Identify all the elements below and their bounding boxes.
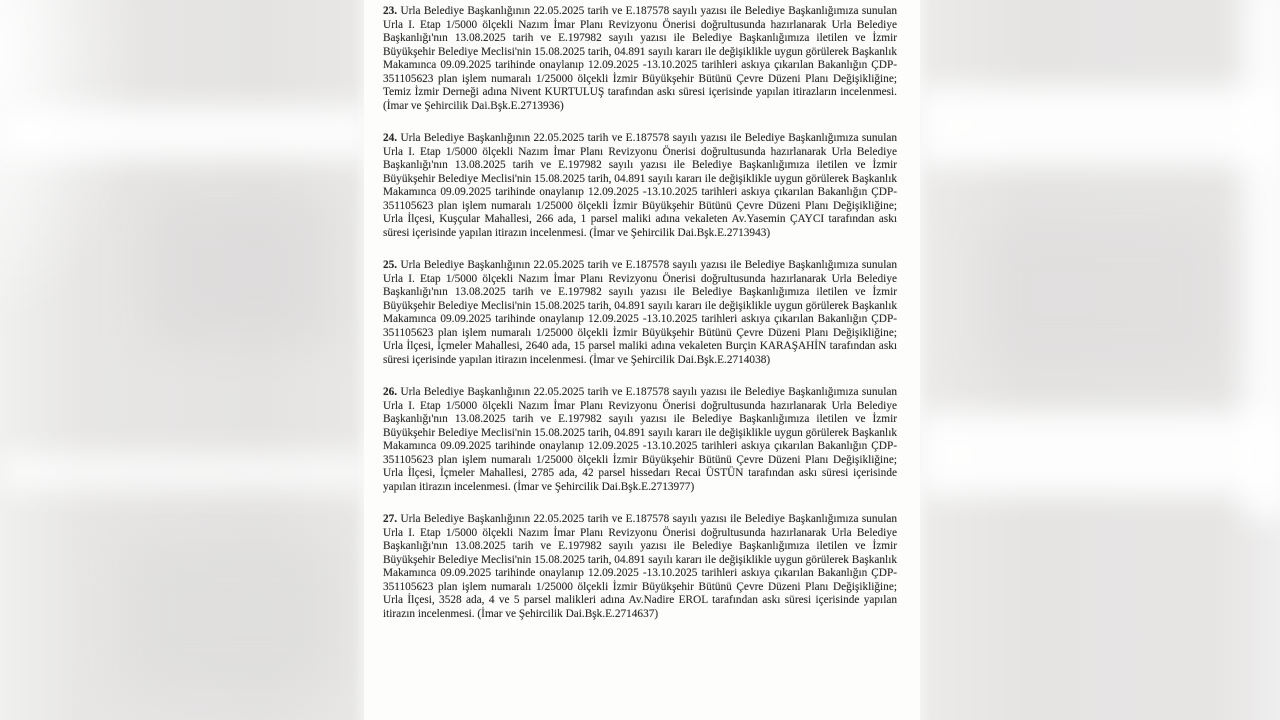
agenda-item-number: 25. <box>383 259 398 271</box>
agenda-item-number: 24. <box>383 132 398 144</box>
agenda-item-text: Urla Belediye Başkanlığının 22.05.2025 tarih ve E.187578 sayılı yazısı ile Belediye Başkanlığımıza sunulan Urla I. Etap 1/5000 ölçekli Nazım İmar Planı Revizyonu Önerisi doğrultusunda hazırlanarak Urla Belediye Başkanlığı'nın 13.08.2025 tarih ve E.197982 sayılı yazısı ile Belediye Başkanlığımıza iletilen ve İzmir Büyükşehir Belediye Meclisi'nin 15.08.2025 tarih, 04.891 sayılı kararı ile değişiklikle uygun görülerek Başkanlık Makamınca 09.09.2025 tarihinde onaylanıp 12.09.2025 -13.10.2025 tarihleri askıya çıkarılan Bakanlığın ÇDP-351105623 plan işlem numaralı 1/25000 ölçekli İzmir Büyükşehir Bütünü Çevre Düzeni Planı Değişikliğine; Urla İlçesi, İçmeler Mahallesi, 2785 ada, 42 parsel hissedarı Recai ÜSTÜN tarafından askı süresi içerisinde yapılan itirazın incelenmesi. (İmar ve Şehircilik Dai.Bşk.E.2713977) <box>383 386 897 493</box>
agenda-item-number: 27. <box>383 513 398 525</box>
agenda-item-number: 26. <box>383 386 398 398</box>
agenda-item-27 <box>383 513 897 621</box>
document-page <box>364 0 920 720</box>
agenda-item-23 <box>383 5 897 113</box>
agenda-item-text: Urla Belediye Başkanlığının 22.05.2025 tarih ve E.187578 sayılı yazısı ile Belediye Başkanlığımıza sunulan Urla I. Etap 1/5000 ölçekli Nazım İmar Planı Revizyonu Önerisi doğrultusunda hazırlanarak Urla Belediye Başkanlığı'nın 13.08.2025 tarih ve E.197982 sayılı yazısı ile Belediye Başkanlığımıza iletilen ve İzmir Büyükşehir Belediye Meclisi'nin 15.08.2025 tarih, 04.891 sayılı kararı ile değişiklikle uygun görülerek Başkanlık Makamınca 09.09.2025 tarihinde onaylanıp 12.09.2025 -13.10.2025 tarihleri askıya çıkarılan Bakanlığın ÇDP-351105623 plan işlem numaralı 1/25000 ölçekli İzmir Büyükşehir Bütünü Çevre Düzeni Planı Değişikliğine; Urla İlçesi, Kuşçular Mahallesi, 266 ada, 1 parsel maliki adına vekaleten Av.Yasemin ÇAYCI tarafından askı süresi içerisinde yapılan itirazın incelenmesi. (İmar ve Şehircilik Dai.Bşk.E.2713943) <box>383 132 897 239</box>
backdrop-shade <box>120 540 340 690</box>
backdrop-light-strip <box>1243 0 1280 520</box>
agenda-item-text: Urla Belediye Başkanlığının 22.05.2025 tarih ve E.187578 sayılı yazısı ile Belediye Başkanlığımıza sunulan Urla I. Etap 1/5000 ölçekli Nazım İmar Planı Revizyonu Önerisi doğrultusunda hazırlanarak Urla Belediye Başkanlığı'nın 13.08.2025 tarih ve E.197982 sayılı yazısı ile Belediye Başkanlığımıza iletilen ve İzmir Büyükşehir Belediye Meclisi'nin 15.08.2025 tarih, 04.891 sayılı kararı ile değişiklikle uygun görülerek Başkanlık Makamınca 09.09.2025 tarihinde onaylanıp 12.09.2025 -13.10.2025 tarihleri askıya çıkarılan Bakanlığın ÇDP-351105623 plan işlem numaralı 1/25000 ölçekli İzmir Büyükşehir Bütünü Çevre Düzeni Planı Değişikliğine; Urla İlçesi, İçmeler Mahallesi, 2640 ada, 15 parsel maliki adına vekaleten Burçin KARAŞAHİN tarafından askı süresi içerisinde yapılan itirazın incelenmesi. (İmar ve Şehircilik Dai.Bşk.E.2714038) <box>383 259 897 366</box>
backdrop-highlight-top-left <box>0 0 150 340</box>
agenda-item-text: Urla Belediye Başkanlığının 22.05.2025 tarih ve E.187578 sayılı yazısı ile Belediye Başkanlığımıza sunulan Urla I. Etap 1/5000 ölçekli Nazım İmar Planı Revizyonu Önerisi doğrultusunda hazırlanarak Urla Belediye Başkanlığı'nın 13.08.2025 tarih ve E.197982 sayılı yazısı ile Belediye Başkanlığımıza iletilen ve İzmir Büyükşehir Belediye Meclisi'nin 15.08.2025 tarih, 04.891 sayılı kararı ile değişiklikle uygun görülerek Başkanlık Makamınca 09.09.2025 tarihinde onaylanıp 12.09.2025 -13.10.2025 tarihleri askıya çıkarılan Bakanlığın ÇDP-351105623 plan işlem numaralı 1/25000 ölçekli İzmir Büyükşehir Bütünü Çevre Düzeni Planı Değişikliğine; Urla İlçesi, 3528 ada, 4 ve 5 parsel malikleri adına Av.Nadire EROL tarafından askı süresi içerisinde yapılan itirazın incelenmesi. (İmar ve Şehircilik Dai.Bşk.E.2714637) <box>383 513 897 620</box>
agenda-item-26 <box>383 386 897 494</box>
agenda-item-24 <box>383 132 897 240</box>
agenda-item-25 <box>383 259 897 367</box>
backdrop-light-band <box>915 412 1280 496</box>
agenda-item-text: Urla Belediye Başkanlığının 22.05.2025 tarih ve E.187578 sayılı yazısı ile Belediye Başkanlığımıza sunulan Urla I. Etap 1/5000 ölçekli Nazım İmar Planı Revizyonu Önerisi doğrultusunda hazırlanarak Urla Belediye Başkanlığı'nın 13.08.2025 tarih ve E.197982 sayılı yazısı ile Belediye Başkanlığımıza iletilen ve İzmir Büyükşehir Belediye Meclisi'nin 15.08.2025 tarih, 04.891 sayılı kararı ile değişiklikle uygun görülerek Başkanlık Makamınca 09.09.2025 tarihinde onaylanıp 12.09.2025 -13.10.2025 tarihleri askıya çıkarılan Bakanlığın ÇDP-351105623 plan işlem numaralı 1/25000 ölçekli İzmir Büyükşehir Bütünü Çevre Düzeni Planı Değişikliğine; Temiz İzmir Derneği adına Nivent KURTULUŞ tarafından askı süresi içerisinde yapılan itirazların incelenmesi. (İmar ve Şehircilik Dai.Bşk.E.2713936) <box>383 5 897 112</box>
document-text-column <box>383 5 897 640</box>
backdrop-light-band <box>915 86 1280 166</box>
backdrop-shade <box>150 200 330 340</box>
backdrop-shade <box>980 220 1220 370</box>
backdrop-light-band <box>0 106 375 160</box>
backdrop-light-band <box>0 452 375 492</box>
agenda-item-number: 23. <box>383 5 398 17</box>
